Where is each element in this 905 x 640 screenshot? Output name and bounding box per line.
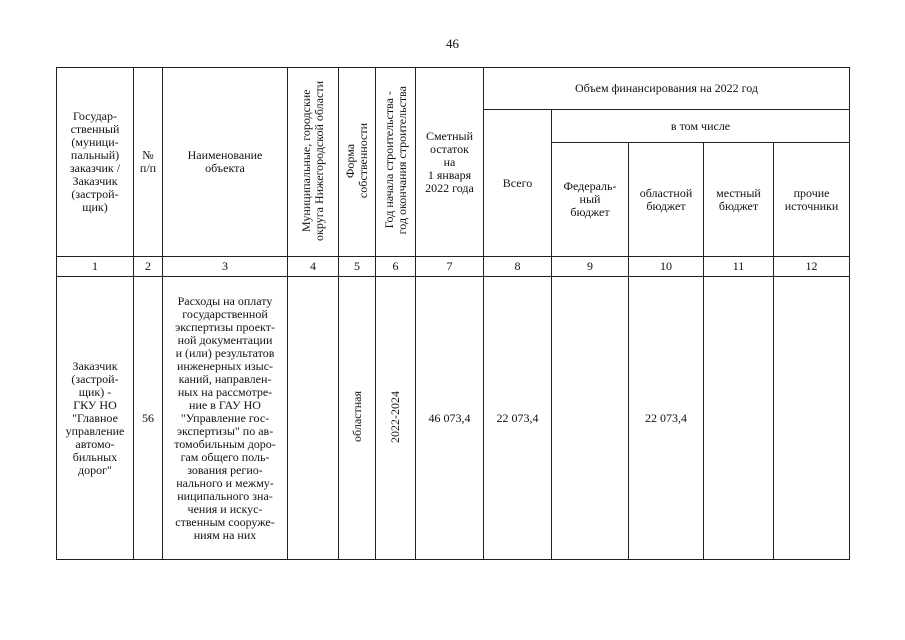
header-ownership-text: Форма собственности xyxy=(343,122,370,199)
cell-customer: Заказчик (застрой- щик) - ГКУ НО "Главное управление автомо- бильных дорог" xyxy=(57,277,134,560)
header-ownership xyxy=(339,68,376,257)
cell-years-text: 2022-2024 xyxy=(388,390,402,443)
header-total: Всего xyxy=(484,110,552,257)
header-years-text: Год начала строительства - год окончания строительства xyxy=(381,86,409,235)
column-number: 1 xyxy=(57,257,134,277)
cell-estimated-balance: 46 073,4 xyxy=(416,277,484,560)
column-number: 2 xyxy=(134,257,163,277)
financing-table xyxy=(56,67,850,560)
column-number: 3 xyxy=(163,257,288,277)
column-number: 9 xyxy=(552,257,629,277)
page-number: 46 xyxy=(446,36,459,51)
cell-other xyxy=(774,277,850,560)
header-object-name: Наименование объекта xyxy=(163,68,288,257)
header-municipality xyxy=(288,68,339,257)
column-number: 10 xyxy=(629,257,704,277)
column-number: 4 xyxy=(288,257,339,277)
column-number: 5 xyxy=(339,257,376,277)
cell-years xyxy=(376,277,416,560)
cell-regional: 22 073,4 xyxy=(629,277,704,560)
header-years xyxy=(376,68,416,257)
cell-municipality xyxy=(288,277,339,560)
cell-number: 56 xyxy=(134,277,163,560)
column-number: 7 xyxy=(416,257,484,277)
header-number: № п/п xyxy=(134,68,163,257)
column-number: 12 xyxy=(774,257,850,277)
cell-total: 22 073,4 xyxy=(484,277,552,560)
header-federal: Федераль- ный бюджет xyxy=(552,143,629,257)
cell-object-name: Расходы на оплату государственной экспертизы проект- ной документации и (или) результатов инженерных изыс- каний, направлен- ных на рассмотре- ние в ГАУ НО "Управление гос- экспертизы" по ав- томобильным доро- гам общего поль- зования регио- нального и межму- ниципального зна- чения и искус- ственным сооруже- ниям на них xyxy=(163,277,288,560)
header-local: местный бюджет xyxy=(704,143,774,257)
header-regional: областной бюджет xyxy=(629,143,704,257)
header-customer: Государ- ственный (муници- пальный) заказчик / Заказчик (застрой- щик) xyxy=(57,68,134,257)
cell-ownership xyxy=(339,277,376,560)
cell-federal xyxy=(552,277,629,560)
header-other: прочие источники xyxy=(774,143,850,257)
header-row xyxy=(57,68,850,110)
cell-ownership-text: областная xyxy=(349,391,364,442)
column-number: 6 xyxy=(376,257,416,277)
column-number: 8 xyxy=(484,257,552,277)
header-municipality-text: Муниципальные, городские округа Нижегородской области xyxy=(299,80,326,241)
table-row xyxy=(57,277,850,560)
column-number: 11 xyxy=(704,257,774,277)
cell-local xyxy=(704,277,774,560)
header-including: в том числе xyxy=(552,110,850,143)
column-numbers-row xyxy=(57,257,850,277)
header-financing: Объем финансирования на 2022 год xyxy=(484,68,850,110)
header-estimated-balance: Сметный остаток на 1 января 2022 года xyxy=(416,68,484,257)
